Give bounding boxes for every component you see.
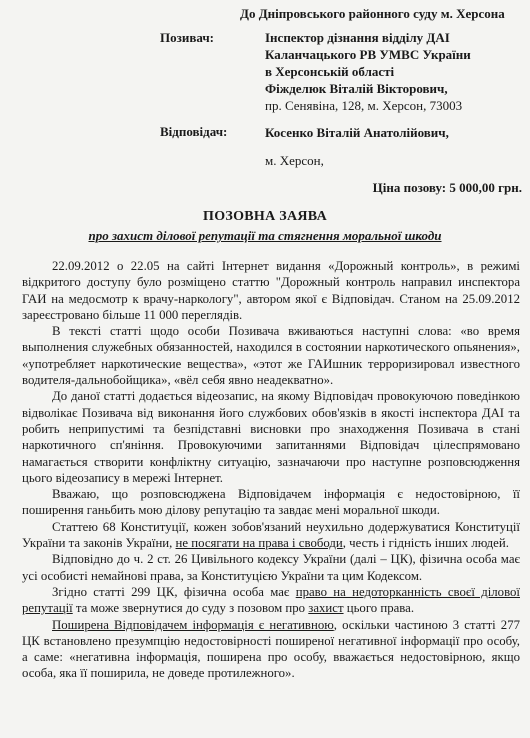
- paragraph: Вважаю, що розповсюджена Відповідачем інформація є недостовірною, її поширення ганьбить мою ділову репутацію та завдає мені моральної шкоди.: [22, 487, 520, 518]
- text-run: цього права.: [343, 601, 415, 616]
- plaintiff-line: Каланчацького РВ УМВС України: [265, 47, 471, 62]
- defendant-city: м. Херсон,: [265, 153, 324, 168]
- plaintiff-address-block: [265, 97, 527, 114]
- paragraph: [22, 617, 520, 682]
- text-run: Згідно статті 299 ЦК, фізична особа має: [52, 584, 296, 599]
- plaintiff-line: Фіжделюк Віталій Вікторович,: [265, 81, 448, 96]
- text-run: та може звернутися до суду з позовом про: [72, 601, 309, 616]
- text-run: , оскільки частиною 3 статті 277 ЦК встановлено презумпцію недостовірності поширеної негативної інформації про особу, а саме: «негативна інформація, поширена про особу, вважається недостовірною, якщо особа, яка її поширила, не доведе протилежного».: [22, 617, 520, 681]
- paragraph: 22.09.2012 о 22.05 на сайті Інтернет видання «Дорожный контроль», в режимі відкритого доступу було розміщено статтю "Дорожный контроль направил инспектора ГАИ на медосмотр к врачу-наркологу", автором якої є Відповідач. Станом на 25.09.2012 зареєстровано більше 11 000 переглядів.: [22, 259, 520, 322]
- paragraph: [22, 519, 520, 552]
- defendant-label: Відповідач:: [160, 124, 228, 139]
- plaintiff-line: в Херсонській області: [265, 64, 395, 79]
- underlined-text: захист: [308, 601, 344, 616]
- text-run: Статтею 68 Конституції, кожен зобов'язаний неухильно додержуватися Конституції України та законів України,: [22, 519, 520, 551]
- claim-price: Ціна позову: 5 000,00 грн.: [372, 180, 522, 195]
- defendant-block: [265, 124, 527, 141]
- defendant-name: Косенко Віталій Анатолійович,: [265, 125, 449, 140]
- plaintiff-label: Позивач:: [160, 30, 214, 45]
- paragraph: В тексті статті щодо особи Позивача вживаються наступні слова: «во время выполнения служебных обязанностей, находился в состоянии наркотического опьянения», «употребляет наркотические вещества», «этот же ГАИшник терроризировал известного водителя-дальнобойщика», «вёл себя явно неадекватно».: [22, 324, 520, 388]
- paragraph: Відповідно до ч. 2 ст. 26 Цивільного кодексу України (далі – ЦК), фізична особа має усі особисті немайнові права, за Конституцією України та цим Кодексом.: [22, 552, 520, 583]
- plaintiff-line: Інспектор дізнання відділу ДАІ: [265, 30, 450, 45]
- plaintiff-address: пр. Сенявіна, 128, м. Херсон, 73003: [265, 98, 463, 113]
- plaintiff-block: [265, 29, 527, 97]
- defendant-city-block: [265, 152, 527, 169]
- document-title: ПОЗОВНА ЗАЯВА: [203, 209, 327, 224]
- paragraph: [22, 584, 520, 617]
- underlined-text: Поширена Відповідачем інформація є негативною: [52, 617, 334, 632]
- underlined-text: не посягати на права і свободи: [175, 536, 343, 551]
- underlined-text: право на недоторканність своєї ділової репутації: [22, 584, 520, 616]
- document-subtitle: про захист ділової репутації та стягнення моральної шкоди: [88, 228, 442, 243]
- document-body: [22, 258, 520, 682]
- text-run: , честь і гідність інших людей.: [342, 536, 509, 551]
- paragraph: До даної статті додається відеозапис, на якому Відповідач провокуючою поведінкою відволікає Позивача від виконання його службових обов'язків в якості інспектора ДАІ та робить неприпустимі та безпідставні висновки про знаходження Позивача в стані наркотичного сп'яніння. Провокуючими запитаннями Відповідач цілеспрямовано намагається створити конфліктну ситуацію, зазначаючи про наступне розповсюдження цього відеозапису в мережі Інтернет.: [22, 389, 520, 485]
- court-addressee: До Дніпровського районного суду м. Херсона: [240, 6, 505, 21]
